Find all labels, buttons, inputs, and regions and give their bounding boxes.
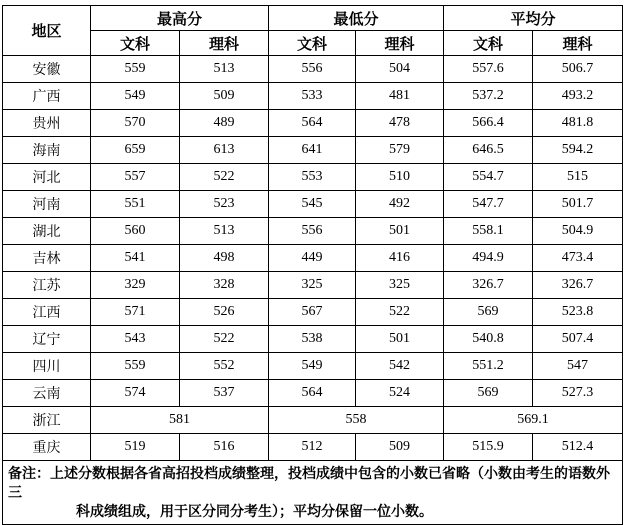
score-cell: 522 — [180, 326, 269, 353]
score-cell: 551.2 — [444, 353, 533, 380]
score-cell: 537 — [180, 380, 269, 407]
score-cell: 329 — [91, 272, 180, 299]
table-row — [3, 299, 623, 326]
score-cell: 556 — [269, 218, 356, 245]
score-cell: 558 — [269, 407, 444, 434]
table-row — [3, 164, 623, 191]
score-cell: 498 — [180, 245, 269, 272]
score-cell: 557 — [91, 164, 180, 191]
score-cell: 478 — [356, 110, 444, 137]
score-cell: 512.4 — [533, 434, 623, 461]
region-cell: 重庆 — [3, 434, 91, 461]
score-cell: 659 — [91, 137, 180, 164]
score-cell: 564 — [269, 110, 356, 137]
score-cell: 545 — [269, 191, 356, 218]
score-cell: 501 — [356, 326, 444, 353]
score-cell: 507.4 — [533, 326, 623, 353]
header-sub-row — [3, 31, 623, 56]
score-cell: 515.9 — [444, 434, 533, 461]
score-cell: 570 — [91, 110, 180, 137]
score-cell: 556 — [269, 56, 356, 83]
score-cell: 326.7 — [533, 272, 623, 299]
score-cell: 527.3 — [533, 380, 623, 407]
score-cell: 494.9 — [444, 245, 533, 272]
score-cell: 553 — [269, 164, 356, 191]
note-line-1: 备注：上述分数根据各省高招投档成绩整理，投档成绩中包含的小数已省略（小数由考生的语数外三 — [8, 465, 610, 500]
score-cell: 569 — [444, 299, 533, 326]
table-row — [3, 56, 623, 83]
score-cell: 538 — [269, 326, 356, 353]
score-cell: 504 — [356, 56, 444, 83]
score-cell: 524 — [356, 380, 444, 407]
score-cell: 551 — [91, 191, 180, 218]
header-group-row — [3, 6, 623, 31]
table-row — [3, 353, 623, 380]
table-row — [3, 83, 623, 110]
score-cell: 542 — [356, 353, 444, 380]
region-cell: 浙江 — [3, 407, 91, 434]
score-cell: 560 — [91, 218, 180, 245]
header-group-average: 平均分 — [444, 6, 623, 31]
header-group-lowest: 最低分 — [269, 6, 444, 31]
region-cell: 安徽 — [3, 56, 91, 83]
score-cell: 509 — [180, 83, 269, 110]
score-cell: 501 — [356, 218, 444, 245]
score-cell: 519 — [91, 434, 180, 461]
region-cell: 河北 — [3, 164, 91, 191]
score-cell: 522 — [356, 299, 444, 326]
header-highest-liberal: 文科 — [91, 31, 180, 56]
score-cell: 543 — [91, 326, 180, 353]
score-cell: 574 — [91, 380, 180, 407]
table-row — [3, 137, 623, 164]
score-cell: 325 — [356, 272, 444, 299]
score-cell: 547.7 — [444, 191, 533, 218]
score-cell: 481 — [356, 83, 444, 110]
score-cell: 581 — [91, 407, 269, 434]
header-lowest-liberal: 文科 — [269, 31, 356, 56]
region-cell: 湖北 — [3, 218, 91, 245]
score-cell: 513 — [180, 56, 269, 83]
note-cell — [3, 461, 623, 525]
score-cell: 416 — [356, 245, 444, 272]
region-cell: 广西 — [3, 83, 91, 110]
region-cell: 四川 — [3, 353, 91, 380]
header-average-science: 理科 — [533, 31, 623, 56]
table-row — [3, 218, 623, 245]
table-footer — [3, 461, 623, 525]
score-cell: 540.8 — [444, 326, 533, 353]
score-cell: 547 — [533, 353, 623, 380]
table-row — [3, 380, 623, 407]
score-cell: 558.1 — [444, 218, 533, 245]
table-row — [3, 407, 623, 434]
table-row — [3, 326, 623, 353]
region-cell: 贵州 — [3, 110, 91, 137]
score-cell: 492 — [356, 191, 444, 218]
score-cell: 559 — [91, 56, 180, 83]
score-cell: 504.9 — [533, 218, 623, 245]
score-cell: 569.1 — [444, 407, 623, 434]
score-cell: 328 — [180, 272, 269, 299]
table-row — [3, 272, 623, 299]
score-cell: 566.4 — [444, 110, 533, 137]
region-cell: 海南 — [3, 137, 91, 164]
table-body — [3, 56, 623, 461]
score-cell: 473.4 — [533, 245, 623, 272]
header-group-highest: 最高分 — [91, 6, 269, 31]
score-cell: 567 — [269, 299, 356, 326]
score-cell: 549 — [91, 83, 180, 110]
region-cell: 河南 — [3, 191, 91, 218]
score-cell: 554.7 — [444, 164, 533, 191]
score-cell: 552 — [180, 353, 269, 380]
score-cell: 569 — [444, 380, 533, 407]
score-cell: 513 — [180, 218, 269, 245]
score-cell: 449 — [269, 245, 356, 272]
score-cell: 533 — [269, 83, 356, 110]
score-cell: 579 — [356, 137, 444, 164]
score-cell: 557.6 — [444, 56, 533, 83]
region-cell: 云南 — [3, 380, 91, 407]
score-cell: 501.7 — [533, 191, 623, 218]
score-cell: 325 — [269, 272, 356, 299]
table-row — [3, 191, 623, 218]
score-cell: 509 — [356, 434, 444, 461]
score-cell: 526 — [180, 299, 269, 326]
region-cell: 辽宁 — [3, 326, 91, 353]
note-line-2: 科成绩组成，用于区分同分考生）；平均分保留一位小数。 — [76, 503, 433, 519]
score-cell: 641 — [269, 137, 356, 164]
score-cell: 549 — [269, 353, 356, 380]
score-cell: 481.8 — [533, 110, 623, 137]
score-cell: 326.7 — [444, 272, 533, 299]
score-cell: 493.2 — [533, 83, 623, 110]
score-cell: 489 — [180, 110, 269, 137]
score-cell: 537.2 — [444, 83, 533, 110]
score-cell: 559 — [91, 353, 180, 380]
header-highest-science: 理科 — [180, 31, 269, 56]
score-cell: 512 — [269, 434, 356, 461]
score-cell: 613 — [180, 137, 269, 164]
score-cell: 523.8 — [533, 299, 623, 326]
score-cell: 594.2 — [533, 137, 623, 164]
table-row — [3, 110, 623, 137]
score-cell: 510 — [356, 164, 444, 191]
score-cell: 515 — [533, 164, 623, 191]
table-header — [3, 6, 623, 56]
header-lowest-science: 理科 — [356, 31, 444, 56]
score-cell: 541 — [91, 245, 180, 272]
table-row — [3, 245, 623, 272]
score-cell: 522 — [180, 164, 269, 191]
table-row — [3, 434, 623, 461]
region-cell: 吉林 — [3, 245, 91, 272]
region-cell: 江苏 — [3, 272, 91, 299]
note-row — [3, 461, 623, 525]
score-cell: 571 — [91, 299, 180, 326]
score-cell: 506.7 — [533, 56, 623, 83]
header-region: 地区 — [3, 6, 91, 56]
score-cell: 564 — [269, 380, 356, 407]
score-cell: 646.5 — [444, 137, 533, 164]
score-cell: 523 — [180, 191, 269, 218]
score-table — [2, 5, 623, 525]
score-cell: 516 — [180, 434, 269, 461]
header-average-liberal: 文科 — [444, 31, 533, 56]
region-cell: 江西 — [3, 299, 91, 326]
